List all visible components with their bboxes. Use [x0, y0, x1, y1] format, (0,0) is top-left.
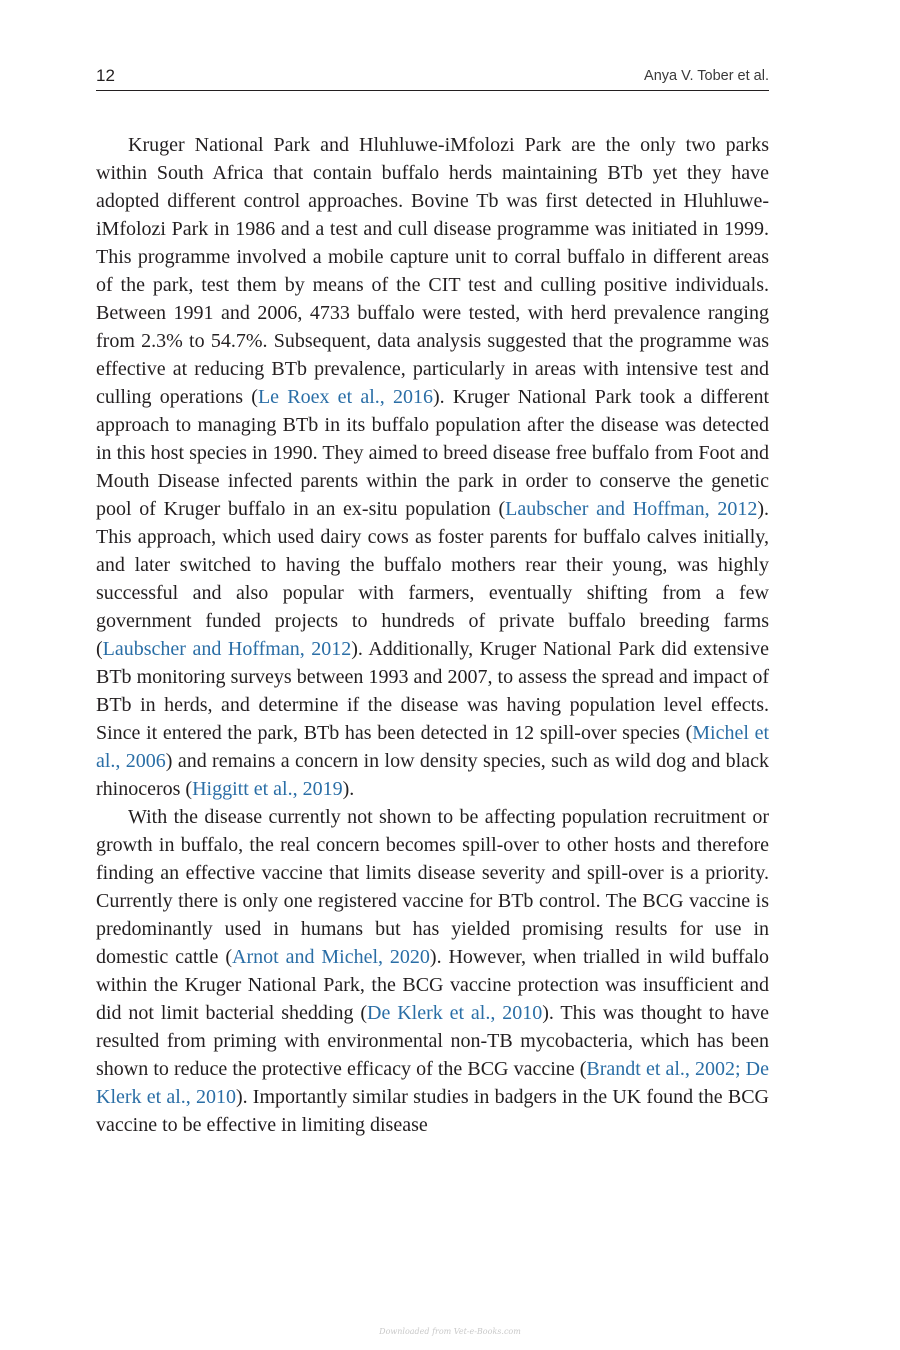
paragraph-text: ). Kruger National Park took a different approach to managing BTb in its buffalo population after the disease was detected in this host species in 1990. They aimed to breed disease free buffalo from Foot and Mouth Disease infected parents within the park in order to conserve the genetic pool of Kruger buffalo in an ex-situ population ( [96, 386, 769, 520]
page-header [96, 66, 769, 91]
body-text [96, 131, 769, 1139]
running-head-authors: Anya V. Tober et al. [644, 68, 769, 84]
paragraph-text: ). Additionally, Kruger National Park did extensive BTb monitoring surveys between 1993 and 2007, to assess the spread and impact of BTb in herds, and determine if the disease was having population level effects. Since it entered the park, BTb has been detected in 12 spill-over species ( [96, 638, 769, 744]
paragraph-text: ) and remains a concern in low density species, such as wild dog and black rhinoceros ( [96, 750, 769, 800]
paragraph-text: ). Importantly similar studies in badgers in the UK found the BCG vaccine to be effective in limiting disease [96, 1086, 769, 1136]
citation-link[interactable]: Laubscher and Hoffman, 2012 [505, 498, 758, 520]
paragraph-text: ). However, when trialled in wild buffalo within the Kruger National Park, the BCG vaccine protection was insufficient and did not limit bacterial shedding ( [96, 946, 770, 1024]
paragraph [96, 803, 769, 1139]
paragraph-text: ). This approach, which used dairy cows as foster parents for buffalo calves initially, and later switched to having the buffalo mothers rear their young, was highly successful and also popular with farmers, eventually shifting from a few government funded projects to hundreds of private buffalo breeding farms ( [96, 498, 769, 660]
paragraph [96, 131, 769, 803]
citation-link[interactable]: Brandt et al., 2002; De Klerk et al., 2010 [96, 1058, 769, 1108]
paragraph-text: Kruger National Park and Hluhluwe-iMfolozi Park are the only two parks within South Africa that contain buffalo herds maintaining BTb yet they have adopted different control approaches. Bovine Tb was first detected in Hluhluwe-iMfolozi Park in 1986 and a test and cull disease programme was initiated in 1999. This programme involved a mobile capture unit to corral buffalo in different areas of the park, test them by means of the CIT test and culling positive individuals. Between 1991 and 2006, 4733 buffalo were tested, with herd prevalence ranging from 2.3% to 54.7%. Subsequent, data analysis suggested that the programme was effective at reducing BTb prevalence, particularly in areas with intensive test and culling operations ( [96, 134, 769, 408]
download-watermark: Downloaded from Vet-e-Books.com [379, 1327, 521, 1336]
citation-link[interactable]: De Klerk et al., 2010 [367, 1002, 543, 1024]
paragraph-text: ). This was thought to have resulted from priming with environmental non-TB mycobacteria, which has been shown to reduce the protective efficacy of the BCG vaccine ( [96, 1002, 769, 1080]
citation-link[interactable]: Higgitt et al., 2019 [192, 778, 343, 800]
citation-link[interactable]: Michel et al., 2006 [96, 722, 770, 772]
paragraph-text: With the disease currently not shown to be affecting population recruitment or growth in buffalo, the real concern becomes spill-over to other hosts and therefore finding an effective vaccine that limits disease severity and spill-over is a priority. Currently there is only one registered vaccine for BTb control. The BCG vaccine is predominantly used in humans but has yielded promising results for use in domestic cattle ( [96, 806, 769, 968]
citation-link[interactable]: Arnot and Michel, 2020 [232, 946, 430, 968]
paragraph-text: ). [342, 778, 355, 800]
citation-link[interactable]: Le Roex et al., 2016 [257, 386, 433, 408]
citation-link[interactable]: Laubscher and Hoffman, 2012 [102, 638, 352, 660]
page-number: 12 [96, 66, 115, 85]
